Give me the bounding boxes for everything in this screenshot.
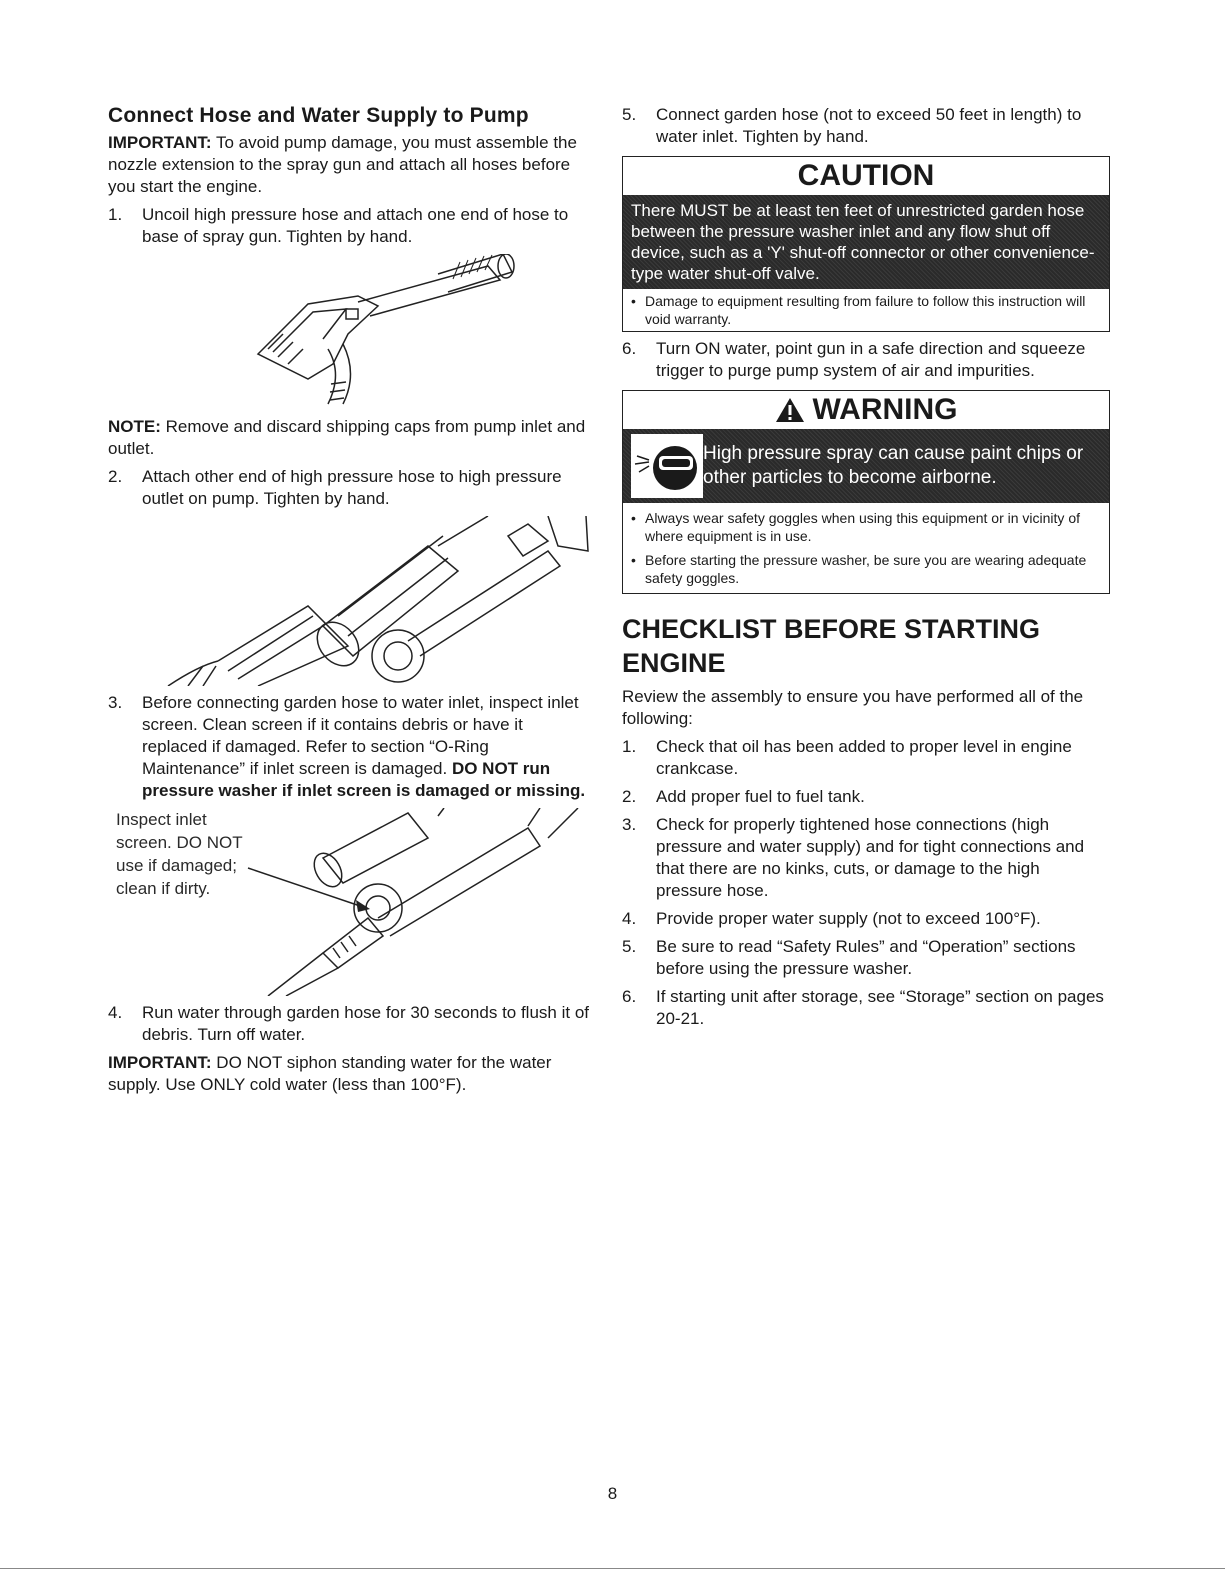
important-note [108,132,592,198]
note-label: NOTE: [108,417,161,436]
checklist [622,736,1110,1030]
note-text: Remove and discard shipping caps from pump inlet and outlet. [108,417,586,458]
checklist-item [622,986,1110,1030]
hose-pump-outlet-illustration [108,516,592,686]
item-number: 2. [622,787,637,806]
goggles-icon [631,434,703,498]
item-number: 6. [622,987,637,1006]
caption-line: Inspect inlet [116,810,207,829]
checklist-item [622,814,1110,902]
bullet-dot: • [631,293,636,309]
checklist-item [622,786,1110,808]
important-text: DO NOT siphon standing water for the water supply. Use ONLY cold water (less than 100°F). [108,1053,552,1094]
step-number: 4. [108,1003,123,1022]
warning-title: WARNING [812,393,958,426]
item-text: Check that oil has been added to proper level in engine crankcase. [656,737,1072,778]
bullet-text: Before starting the pressure washer, be sure you are wearing adequate safety goggles. [645,552,1087,586]
checklist-item [622,908,1110,930]
step-text: Attach other end of high pressure hose to high pressure outlet on pump. Tighten by hand. [142,467,562,508]
step-2 [108,466,592,510]
bullet-dot: • [631,552,636,568]
warning-triangle-icon [775,397,805,423]
item-text: Be sure to read “Safety Rules” and “Operation” sections before using the pressure washer. [656,937,1076,978]
page-number: 8 [607,1484,618,1503]
step-4 [108,1002,592,1046]
step-text-bold: DO NOT run pressure washer if inlet screen is damaged or missing. [142,759,586,800]
warning-box [622,390,1110,594]
warning-header [623,391,1109,429]
step-3 [108,692,592,802]
spray-gun-figure [108,254,592,410]
item-text: Provide proper water supply (not to exceed 100°F). [656,909,1041,928]
bullet-text: Always wear safety goggles when using this equipment or in vicinity of where equipment is in use. [645,510,1080,544]
item-number: 5. [622,937,637,956]
caption-line: screen. DO NOT [116,833,243,852]
figure-caption [116,808,243,900]
right-column [622,104,1110,1036]
item-text: If starting unit after storage, see “Storage” section on pages 20-21. [656,987,1104,1028]
step-number: 5. [622,105,637,124]
pump-outlet-figure [108,516,592,686]
checklist-intro: Review the assembly to ensure you have performed all of the following: [622,687,1084,728]
important-note-2 [108,1052,592,1096]
caution-message: There MUST be at least ten feet of unrestricted garden hose between the pressure washer inlet and any flow shut off device, such as a 'Y' shut-off connector or other convenience-type water shut-off valve. [623,195,1109,289]
step-number: 3. [108,693,123,712]
item-text: Check for properly tightened hose connections (high pressure and water supply) and for tight connections and that there are no kinks, cuts, or damage to the high pressure hose. [656,815,1085,900]
step-number: 1. [108,205,123,224]
caution-title: CAUTION [623,157,1109,195]
step-number: 6. [622,339,637,358]
section-heading: Connect Hose and Water Supply to Pump [108,104,529,127]
warning-bullet [623,548,1109,593]
bullet-text: Damage to equipment resulting from failure to follow this instruction will void warranty. [645,293,1086,327]
checklist-item [622,936,1110,980]
warning-message-band [623,429,1109,503]
step-text: Run water through garden hose for 30 seconds to flush it of debris. Turn off water. [142,1003,589,1044]
step-text: Turn ON water, point gun in a safe direction and squeeze trigger to purge pump system of air and impurities. [656,339,1086,380]
warning-bullet [623,503,1109,548]
inlet-screen-figure [108,808,592,996]
step-6 [622,338,1110,382]
item-text: Add proper fuel to fuel tank. [656,787,865,806]
caption-line: use if damaged; [116,856,237,875]
item-number: 4. [622,909,637,928]
spray-gun-illustration [108,254,592,410]
checklist-item [622,736,1110,780]
caption-line: clean if dirty. [116,879,211,898]
bullet-dot: • [631,510,636,526]
step-text: Uncoil high pressure hose and attach one end of hose to base of spray gun. Tighten by hand. [142,205,569,246]
step-text-regular: Before connecting garden hose to water inlet, inspect inlet screen. Clean screen if it contains debris or have it replaced if damaged. Refer to section “O-Ring Maintenance” if inlet screen is damaged. [142,693,579,778]
step-text [142,692,592,802]
step-1 [108,204,592,248]
caution-bullet [623,289,1109,331]
item-number: 3. [622,815,637,834]
bottom-rule [0,1568,1225,1569]
item-number: 1. [622,737,637,756]
important-label: IMPORTANT: [108,133,212,152]
checklist-heading: CHECKLIST BEFORE STARTING ENGINE [622,614,1040,678]
important-text: To avoid pump damage, you must assemble the nozzle extension to the spray gun and attach all hoses before you start the engine. [108,133,577,196]
step-5 [622,104,1110,148]
important-label: IMPORTANT: [108,1053,212,1072]
caution-box [622,156,1110,332]
step-text: Connect garden hose (not to exceed 50 feet in length) to water inlet. Tighten by hand. [656,105,1082,146]
note [108,416,592,460]
step-number: 2. [108,467,123,486]
warning-message: High pressure spray can cause paint chips or other particles to become airborne. [703,443,1084,488]
left-column [108,96,592,1102]
